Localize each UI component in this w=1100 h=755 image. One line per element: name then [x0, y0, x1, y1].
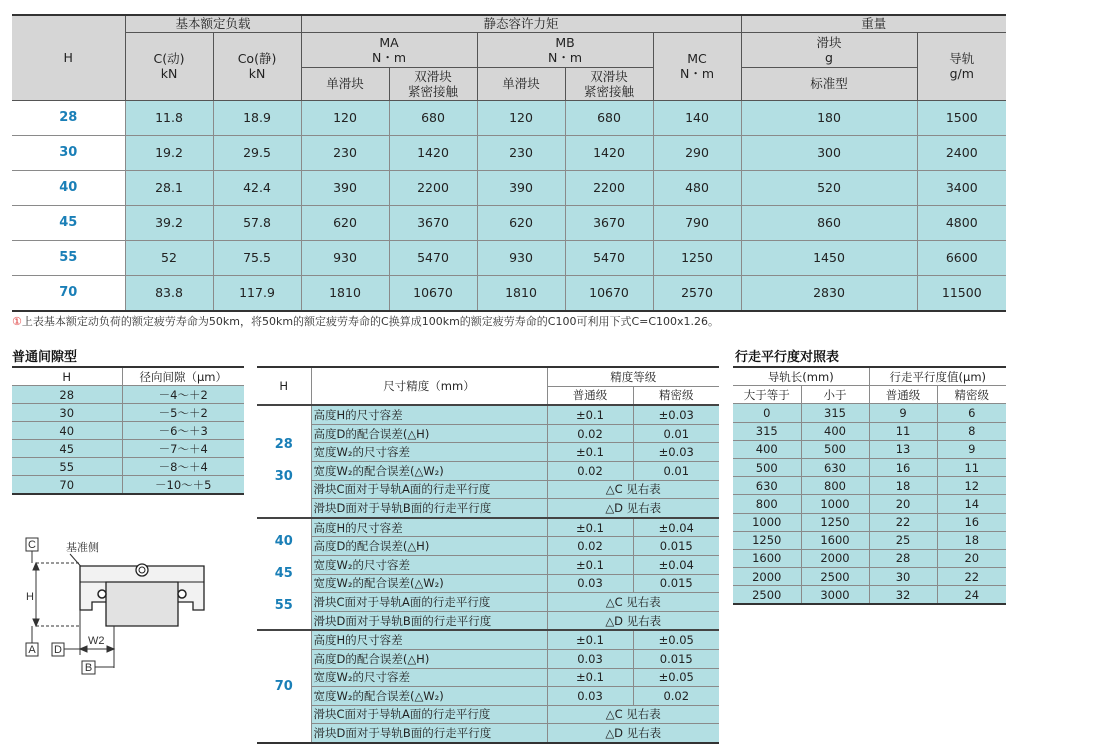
cell-precise: 20: [937, 549, 1006, 567]
cell-ge: 1250: [733, 531, 801, 549]
table-row: [12, 404, 244, 422]
cell-normal: 0.03: [547, 687, 633, 706]
cell-rail-weight: 11500: [917, 275, 1006, 311]
table-row: [733, 513, 1006, 531]
table-row: [257, 555, 719, 574]
parallelism-table: [733, 366, 1006, 605]
table-row: [12, 458, 244, 476]
cell-normal: 13: [869, 440, 937, 458]
cell-ge: 630: [733, 477, 801, 495]
table-row: [257, 593, 719, 612]
cell-rail-weight: 6600: [917, 240, 1006, 275]
cell-item: 滑块D面对于导轨B面的行走平行度: [311, 724, 547, 743]
table-row: [257, 461, 719, 480]
cell-precise: 11: [937, 458, 1006, 476]
cell-slider-weight: 2830: [741, 275, 917, 311]
cell-c: 52: [125, 240, 213, 275]
cell-normal: 28: [869, 549, 937, 567]
col-header-rail: 导轨 g/m: [917, 32, 1006, 100]
table-row: [257, 480, 719, 499]
col-header-mb-double: 双滑块 紧密接触: [565, 67, 653, 100]
table-row: [733, 531, 1006, 549]
cell-clearance: －6～＋3: [122, 422, 244, 440]
cell-rail-weight: 3400: [917, 170, 1006, 205]
cell-normal: ±0.1: [547, 405, 633, 424]
group-header-weight: 重量: [741, 15, 1006, 32]
cell-slider-weight: 520: [741, 170, 917, 205]
table-row: [12, 386, 244, 404]
cell-normal: 30: [869, 568, 937, 586]
cell-ge: 2500: [733, 586, 801, 605]
cell-mb-single: 930: [477, 240, 565, 275]
rail-diagram: [18, 530, 228, 678]
col-header-ma-double: 双滑块 紧密接触: [389, 67, 477, 100]
col-header-mb: MB N・m: [477, 32, 653, 67]
row-h-value: 45: [12, 205, 125, 240]
cell-item: 高度H的尺寸容差: [311, 630, 547, 649]
table-row: [257, 705, 719, 724]
cell-ma-single: 230: [301, 135, 389, 170]
cell-precise: 18: [937, 531, 1006, 549]
table-row: [733, 586, 1006, 605]
footnote: [12, 313, 719, 329]
cell-item: 滑块C面对于导轨A面的行走平行度: [311, 593, 547, 612]
cell-ma-double: 1420: [389, 135, 477, 170]
cell-item: 宽度W₂的尺寸容差: [311, 443, 547, 462]
cell-mb-single: 120: [477, 100, 565, 135]
cell-merged: △D 见右表: [547, 499, 719, 518]
cell-mc: 290: [653, 135, 741, 170]
cell-normal: ±0.1: [547, 555, 633, 574]
cell-clearance: －4～＋2: [122, 386, 244, 404]
group-header-moment: 静态容许力矩: [301, 15, 741, 32]
cell-normal: 16: [869, 458, 937, 476]
cell-h: 70: [12, 476, 122, 495]
row-h-value: 70: [12, 275, 125, 311]
cell-ge: 800: [733, 495, 801, 513]
table-row: [733, 495, 1006, 513]
table-row: [257, 499, 719, 518]
cell-co: 42.4: [213, 170, 301, 205]
col-header-precise: 精密级: [633, 386, 719, 405]
cell-item: 宽度W₂的配合误差(△W₂): [311, 574, 547, 593]
cell-c: 83.8: [125, 275, 213, 311]
table-row: [12, 205, 1006, 240]
col-header-parallelism: 行走平行度值(μm): [869, 367, 1006, 386]
cell-rail-weight: 2400: [917, 135, 1006, 170]
cell-item: 高度H的尺寸容差: [311, 405, 547, 424]
cell-ma-single: 930: [301, 240, 389, 275]
cell-lt: 2500: [801, 568, 869, 586]
col-header-mb-single: 单滑块: [477, 67, 565, 100]
col-header-h: H: [12, 367, 122, 386]
cell-merged: △C 见右表: [547, 480, 719, 499]
table-row: [12, 476, 244, 495]
cell-merged: △D 见右表: [547, 724, 719, 743]
cell-normal: 9: [869, 404, 937, 422]
cell-merged: △C 见右表: [547, 705, 719, 724]
clearance-title: 普通间隙型: [12, 350, 78, 365]
cell-co: 75.5: [213, 240, 301, 275]
cell-normal: 0.03: [547, 574, 633, 593]
cell-slider-weight: 300: [741, 135, 917, 170]
cell-lt: 315: [801, 404, 869, 422]
cell-precise: 16: [937, 513, 1006, 531]
cell-ma-single: 120: [301, 100, 389, 135]
cell-lt: 500: [801, 440, 869, 458]
table-row: [12, 275, 1006, 311]
group-header-load: 基本额定负载: [125, 15, 301, 32]
cell-mb-single: 390: [477, 170, 565, 205]
cell-lt: 400: [801, 422, 869, 440]
note-text: 上表基本额定动负荷的额定疲劳寿命为50km，将50km的额定疲劳寿命的C换算成100km的额定疲劳寿命的C100可利用下式C=C100x1.26。: [21, 315, 720, 328]
col-header-rail-length: 导轨长(mm): [733, 367, 869, 386]
cell-ma-single: 620: [301, 205, 389, 240]
cell-c: 39.2: [125, 205, 213, 240]
table-row: [257, 611, 719, 630]
cell-mc: 2570: [653, 275, 741, 311]
cell-co: 18.9: [213, 100, 301, 135]
cell-rail-weight: 4800: [917, 205, 1006, 240]
cell-normal: 20: [869, 495, 937, 513]
cell-ma-single: 1810: [301, 275, 389, 311]
cell-c: 11.8: [125, 100, 213, 135]
cell-item: 高度D的配合误差(△H): [311, 537, 547, 556]
cell-lt: 800: [801, 477, 869, 495]
row-h-value: 55: [12, 240, 125, 275]
cell-ma-double: 10670: [389, 275, 477, 311]
cell-normal: 25: [869, 531, 937, 549]
cell-normal: 0.02: [547, 461, 633, 480]
col-header-item: 尺寸精度（mm）: [311, 367, 547, 405]
cell-h: 55: [12, 458, 122, 476]
table-row: [733, 458, 1006, 476]
col-header-mc: MC N・m: [653, 32, 741, 100]
cell-normal: ±0.1: [547, 668, 633, 687]
cell-lt: 1250: [801, 513, 869, 531]
cell-mc: 480: [653, 170, 741, 205]
cell-item: 高度D的配合误差(△H): [311, 424, 547, 443]
row-h-value: 28: [12, 100, 125, 135]
col-header-ma-single: 单滑块: [301, 67, 389, 100]
cell-precise: ±0.04: [633, 555, 719, 574]
table-row: [257, 405, 719, 424]
col-header-lt: 小于: [801, 386, 869, 404]
row-h-value: 30: [12, 135, 125, 170]
table-row: [12, 135, 1006, 170]
cell-mb-double: 3670: [565, 205, 653, 240]
cell-slider-weight: 860: [741, 205, 917, 240]
table-row: [257, 668, 719, 687]
table-row: [12, 170, 1006, 205]
cell-item: 宽度W₂的尺寸容差: [311, 668, 547, 687]
cell-mc: 1250: [653, 240, 741, 275]
cell-ma-single: 390: [301, 170, 389, 205]
col-header-co: Co(静) kN: [213, 32, 301, 100]
cell-normal: 0.02: [547, 424, 633, 443]
table-row: [733, 549, 1006, 567]
table-row: [257, 630, 719, 649]
cell-merged: △D 见右表: [547, 611, 719, 630]
cell-precise: 12: [937, 477, 1006, 495]
group-h-values: 70: [257, 630, 311, 743]
table-row: [257, 687, 719, 706]
cell-mb-double: 5470: [565, 240, 653, 275]
cell-co: 29.5: [213, 135, 301, 170]
cell-h: 28: [12, 386, 122, 404]
cell-precise: 8: [937, 422, 1006, 440]
cell-precise: ±0.04: [633, 518, 719, 537]
cell-mb-double: 1420: [565, 135, 653, 170]
col-header-normal: 普通级: [869, 386, 937, 404]
cell-normal: 22: [869, 513, 937, 531]
cell-precise: ±0.03: [633, 405, 719, 424]
table-row: [12, 100, 1006, 135]
col-header-standard: 标准型: [741, 67, 917, 100]
cell-item: 滑块D面对于导轨B面的行走平行度: [311, 499, 547, 518]
cell-precise: ±0.05: [633, 630, 719, 649]
cell-precise: 24: [937, 586, 1006, 605]
cell-precise: ±0.05: [633, 668, 719, 687]
cell-normal: 32: [869, 586, 937, 605]
cell-lt: 630: [801, 458, 869, 476]
cell-mb-single: 620: [477, 205, 565, 240]
cell-clearance: －10～＋5: [122, 476, 244, 495]
cell-ma-double: 680: [389, 100, 477, 135]
col-header-ge: 大于等于: [733, 386, 801, 404]
cell-h: 40: [12, 422, 122, 440]
cell-h: 45: [12, 440, 122, 458]
cell-item: 宽度W₂的配合误差(△W₂): [311, 687, 547, 706]
accuracy-table: [257, 366, 719, 744]
cell-ma-double: 3670: [389, 205, 477, 240]
label-b: B: [84, 662, 93, 674]
ref-side-label: 基准侧: [66, 542, 99, 554]
cell-normal: 18: [869, 477, 937, 495]
cell-item: 宽度W₂的配合误差(△W₂): [311, 461, 547, 480]
col-header-normal: 普通级: [547, 386, 633, 405]
table-row: [733, 477, 1006, 495]
cell-precise: 9: [937, 440, 1006, 458]
cell-precise: 6: [937, 404, 1006, 422]
cell-mb-double: 10670: [565, 275, 653, 311]
table-row: [257, 424, 719, 443]
table-row: [12, 240, 1006, 275]
cell-item: 滑块C面对于导轨A面的行走平行度: [311, 705, 547, 724]
cell-ge: 500: [733, 458, 801, 476]
cell-co: 117.9: [213, 275, 301, 311]
cell-merged: △C 见右表: [547, 593, 719, 612]
table-row: [12, 422, 244, 440]
col-header-clearance: 径向间隙（μm）: [122, 367, 244, 386]
table-row: [12, 440, 244, 458]
cell-mc: 140: [653, 100, 741, 135]
cell-c: 28.1: [125, 170, 213, 205]
cell-lt: 2000: [801, 549, 869, 567]
cell-precise: 0.01: [633, 424, 719, 443]
cell-normal: 0.03: [547, 649, 633, 668]
spec-table: [12, 14, 1006, 312]
table-row: [733, 440, 1006, 458]
cell-item: 滑块D面对于导轨B面的行走平行度: [311, 611, 547, 630]
cell-precise: 22: [937, 568, 1006, 586]
cell-item: 宽度W₂的尺寸容差: [311, 555, 547, 574]
note-mark: ①: [12, 315, 22, 328]
cell-precise: 0.015: [633, 574, 719, 593]
cell-ge: 400: [733, 440, 801, 458]
col-header-h: H: [12, 15, 125, 100]
cell-clearance: －7～＋4: [122, 440, 244, 458]
cell-c: 19.2: [125, 135, 213, 170]
cell-precise: 0.015: [633, 537, 719, 556]
cell-normal: 0.02: [547, 537, 633, 556]
clearance-table: [12, 366, 244, 495]
cell-lt: 1600: [801, 531, 869, 549]
table-row: [257, 724, 719, 743]
label-c: C: [28, 539, 36, 551]
label-w2: W2: [88, 635, 105, 647]
cell-ge: 1000: [733, 513, 801, 531]
cell-slider-weight: 1450: [741, 240, 917, 275]
cell-precise: 14: [937, 495, 1006, 513]
cell-mb-single: 1810: [477, 275, 565, 311]
col-header-slider: 滑块 g: [741, 32, 917, 67]
cell-slider-weight: 180: [741, 100, 917, 135]
cell-item: 滑块C面对于导轨A面的行走平行度: [311, 480, 547, 499]
table-row: [257, 537, 719, 556]
table-row: [733, 568, 1006, 586]
table-row: [733, 404, 1006, 422]
cell-ge: 315: [733, 422, 801, 440]
table-row: [257, 574, 719, 593]
cell-normal: 11: [869, 422, 937, 440]
col-header-ma: MA N・m: [301, 32, 477, 67]
cell-clearance: －8～＋4: [122, 458, 244, 476]
cell-h: 30: [12, 404, 122, 422]
col-header-precise: 精密级: [937, 386, 1006, 404]
col-header-h: H: [257, 367, 311, 405]
cell-normal: ±0.1: [547, 630, 633, 649]
table-row: [733, 422, 1006, 440]
cell-lt: 1000: [801, 495, 869, 513]
table-row: [257, 443, 719, 462]
cell-ma-double: 5470: [389, 240, 477, 275]
cell-ge: 0: [733, 404, 801, 422]
label-h: H: [26, 591, 34, 603]
cell-normal: ±0.1: [547, 443, 633, 462]
cell-mb-double: 2200: [565, 170, 653, 205]
cell-clearance: －5～＋2: [122, 404, 244, 422]
cell-item: 高度D的配合误差(△H): [311, 649, 547, 668]
cell-rail-weight: 1500: [917, 100, 1006, 135]
cell-normal: ±0.1: [547, 518, 633, 537]
cell-item: 高度H的尺寸容差: [311, 518, 547, 537]
cell-mb-double: 680: [565, 100, 653, 135]
label-a: A: [28, 644, 36, 656]
cell-mc: 790: [653, 205, 741, 240]
cell-precise: 0.015: [633, 649, 719, 668]
label-d: D: [54, 644, 62, 656]
col-header-c: C(动) kN: [125, 32, 213, 100]
cell-ma-double: 2200: [389, 170, 477, 205]
cell-lt: 3000: [801, 586, 869, 605]
group-h-values: 28 30: [257, 405, 311, 518]
cell-ge: 1600: [733, 549, 801, 567]
group-h-values: 40 45 55: [257, 518, 311, 631]
row-h-value: 40: [12, 170, 125, 205]
cell-precise: 0.01: [633, 461, 719, 480]
cell-precise: 0.02: [633, 687, 719, 706]
parallelism-title: 行走平行度对照表: [735, 350, 840, 365]
cell-co: 57.8: [213, 205, 301, 240]
cell-ge: 2000: [733, 568, 801, 586]
col-header-grade: 精度等级: [547, 367, 719, 386]
table-row: [257, 649, 719, 668]
cell-mb-single: 230: [477, 135, 565, 170]
cell-precise: ±0.03: [633, 443, 719, 462]
table-row: [257, 518, 719, 537]
